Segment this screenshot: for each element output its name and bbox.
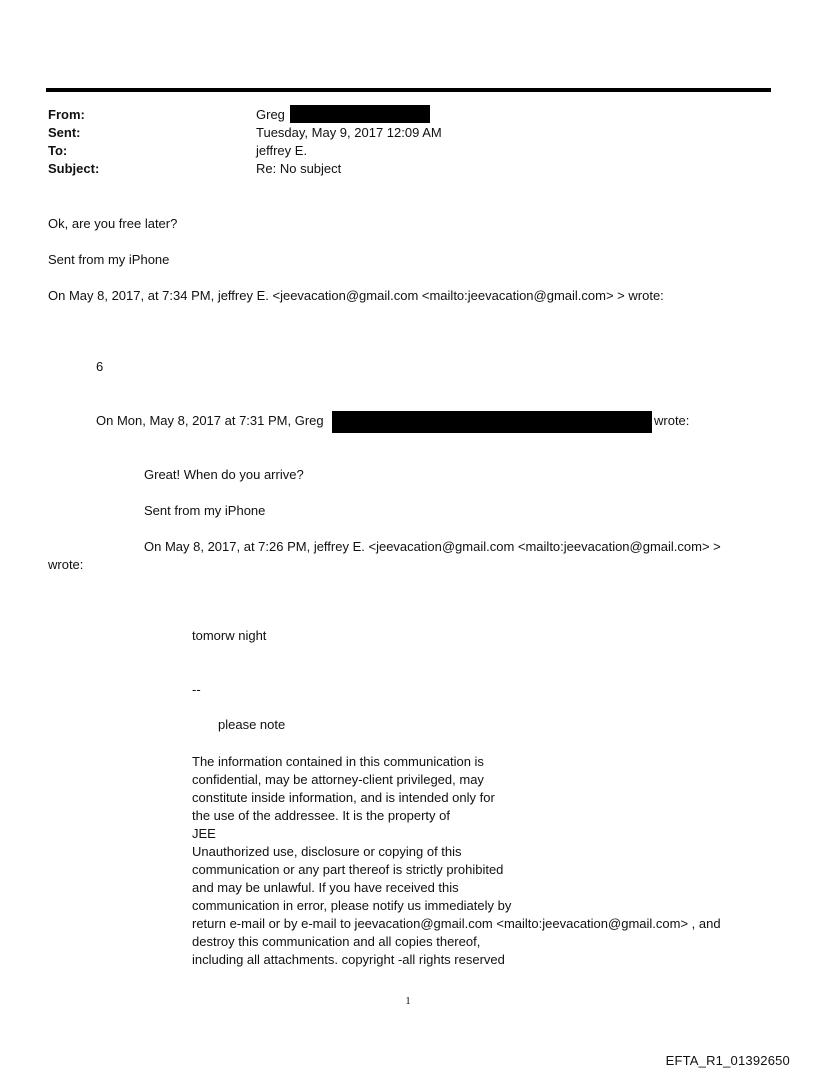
disclaimer-line: constitute inside information, and is intended only for (192, 790, 495, 805)
quote2-text: Great! When do you arrive? (144, 467, 304, 482)
disclaimer-line: and may be unlawful. If you have received this (192, 880, 459, 895)
quote2-signature: Sent from my iPhone (144, 503, 266, 518)
redaction-box (332, 411, 652, 433)
disclaimer-line: Unauthorized use, disclosure or copying of this (192, 844, 462, 859)
quote3-header-wrap: wrote: (48, 557, 84, 572)
to-value: jeffrey E. (256, 143, 308, 158)
sent-value: Tuesday, May 9, 2017 12:09 AM (256, 125, 442, 140)
disclaimer-line: the use of the addressee. It is the property of (192, 808, 450, 823)
disclaimer-line: communication or any part thereof is strictly prohibited (192, 862, 504, 877)
disclaimer-line: including all attachments. copyright -all rights reserved (192, 952, 505, 967)
sent-label: Sent: (48, 125, 81, 140)
quote2-header-suffix: wrote: (654, 413, 690, 428)
reply-signature: Sent from my iPhone (48, 252, 170, 267)
reply-text: Ok, are you free later? (48, 216, 178, 231)
disclaimer-line: The information contained in this communication is (192, 754, 484, 769)
disclaimer-line: confidential, may be attorney-client privileged, may (192, 772, 484, 787)
disclaimer-line: communication in error, please notify us immediately by (192, 898, 512, 913)
subject-label: Subject: (48, 161, 100, 176)
disclaimer-line: JEE (192, 826, 216, 841)
quote1-header: On May 8, 2017, at 7:34 PM, jeffrey E. <jeevacation@gmail.com <mailto:jeevacation@gmail.com> > wrote: (48, 288, 664, 303)
disclaimer-line: return e-mail or by e-mail to jeevacation@gmail.com <mailto:jeevacation@gmail.com> , and (192, 916, 721, 931)
to-label: To: (48, 143, 68, 158)
quote2-header-prefix: On Mon, May 8, 2017 at 7:31 PM, Greg (96, 413, 324, 428)
quote3-text: tomorw night (192, 628, 267, 643)
quote3-header: On May 8, 2017, at 7:26 PM, jeffrey E. <jeevacation@gmail.com <mailto:jeevacation@gmail.com> > (144, 539, 721, 554)
signature-separator: -- (192, 682, 201, 697)
note-title: please note (218, 717, 286, 732)
page-number: 1 (405, 995, 411, 1007)
from-value: Greg (256, 107, 285, 122)
redaction-box (290, 105, 430, 123)
from-label: From: (48, 107, 85, 122)
subject-value: Re: No subject (256, 161, 342, 176)
header-rule (46, 88, 771, 92)
quote1-text: 6 (96, 359, 104, 374)
disclaimer-line: destroy this communication and all copies thereof, (192, 934, 481, 949)
document-id: EFTA_R1_01392650 (665, 1053, 790, 1068)
disclaimer (192, 753, 721, 969)
